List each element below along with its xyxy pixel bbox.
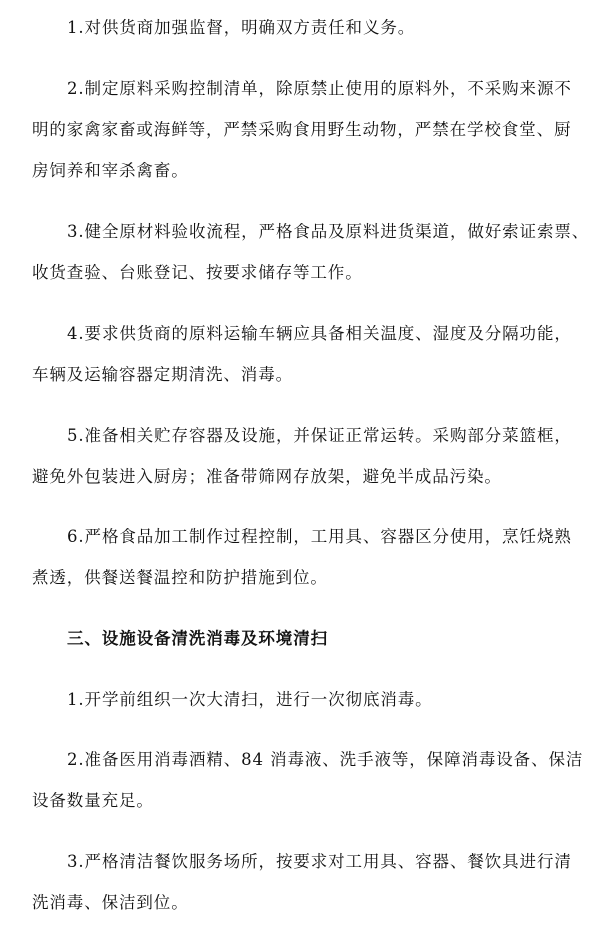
paragraph-3-line-2: 收货查验、台账登记、按要求储存等工作。	[32, 263, 363, 282]
section-paragraph-3-line-1: 3.严格清洁餐饮服务场所，按要求对工用具、容器、餐饮具进行清	[67, 852, 572, 871]
section-paragraph-2-line-2: 设备数量充足。	[32, 791, 154, 810]
section-paragraph-3-line-2: 洗消毒、保洁到位。	[32, 893, 189, 912]
paragraph-5-line-2: 避免外包装进入厨房；准备带筛网存放架，避免半成品污染。	[32, 467, 502, 486]
section-paragraph-1-line-1: 1.开学前组织一次大清扫，进行一次彻底消毒。	[67, 690, 433, 709]
section-heading: 三、设施设备清洗消毒及环境清扫	[67, 629, 328, 648]
paragraph-6-line-2: 煮透，供餐送餐温控和防护措施到位。	[32, 568, 328, 587]
paragraph-5-line-1: 5.准备相关贮存容器及设施，并保证正常运转。采购部分菜篮框，	[67, 426, 572, 445]
paragraph-2-line-3: 房饲养和宰杀禽畜。	[32, 161, 189, 180]
paragraph-6-line-1: 6.严格食品加工制作过程控制，工用具、容器区分使用，烹饪烧熟	[67, 527, 572, 546]
paragraph-3-line-1: 3.健全原材料验收流程，严格食品及原料进货渠道，做好索证索票、	[67, 222, 590, 241]
paragraph-4-line-2: 车辆及运输容器定期清洗、消毒。	[32, 365, 293, 384]
paragraph-2-line-1: 2.制定原料采购控制清单，除原禁止使用的原料外，不采购来源不	[67, 79, 572, 98]
paragraph-4-line-1: 4.要求供货商的原料运输车辆应具备相关温度、湿度及分隔功能，	[67, 324, 572, 343]
paragraph-2-line-2: 明的家禽家畜或海鲜等，严禁采购食用野生动物，严禁在学校食堂、厨	[32, 120, 572, 139]
paragraph-1-line-1: 1.对供货商加强监督，明确双方责任和义务。	[67, 18, 416, 37]
section-paragraph-2-line-1: 2.准备医用消毒酒精、84 消毒液、洗手液等，保障消毒设备、保洁	[67, 750, 584, 769]
